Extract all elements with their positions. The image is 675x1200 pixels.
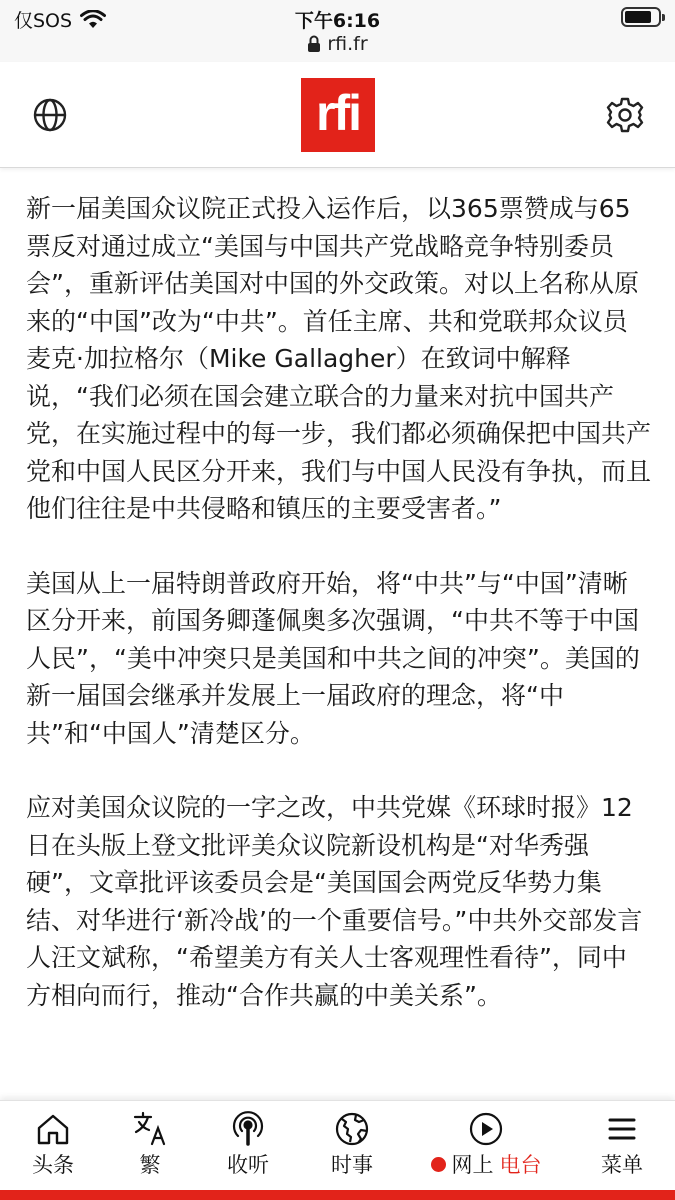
article-body <box>26 190 651 1100</box>
site-header <box>0 62 675 168</box>
lock-icon <box>307 35 321 53</box>
language-button[interactable] <box>30 95 70 135</box>
battery-icon <box>621 7 661 27</box>
nav-menu[interactable] <box>586 1111 658 1187</box>
podcast-icon <box>230 1111 266 1147</box>
live-indicator-icon <box>431 1157 446 1172</box>
hamburger-menu-icon <box>604 1111 640 1147</box>
carrier-label: 仅SOS <box>14 10 73 32</box>
address-bar[interactable] <box>0 33 675 55</box>
nav-live-label <box>418 1149 554 1179</box>
nav-headlines[interactable] <box>17 1111 89 1187</box>
battery-level <box>625 11 651 23</box>
article-paragraph: 新一届美国众议院正式投入运作后，以365票赞成与65票反对通过成立“美国与中国共产党战略竞争特别委员会”，重新评估美国对中国的外交政策。对以上名称从原来的“中国”改为“中共”。首任主席、共和党联邦众议员麦克·加拉格尔（Mike Gallagher）在致词中解释说，“我们必须在国会建立联合的力量来对抗中国共产党，在实施过程中的每一步，我们都必须确保把中国共产党和中国人民区分开来，我们与中国人民没有争执，而且他们往往是中共侵略和镇压的主要受害者。” <box>26 194 651 523</box>
gear-icon <box>605 95 645 135</box>
nav-traditional[interactable] <box>114 1111 186 1187</box>
accent-bar <box>0 1190 675 1200</box>
translate-icon <box>132 1111 168 1147</box>
nav-traditional-label: 繁 <box>139 1153 161 1177</box>
home-icon <box>35 1111 71 1147</box>
status-bar <box>0 0 675 62</box>
bottom-navigation <box>0 1100 675 1190</box>
rfi-logo[interactable] <box>301 78 375 152</box>
nav-live-radio[interactable] <box>418 1111 554 1187</box>
nav-live-suffix: 电台 <box>499 1153 542 1177</box>
url-text: rfi.fr <box>327 33 368 55</box>
nav-menu-label: 菜单 <box>601 1153 643 1177</box>
clock: 下午6:16 <box>294 10 381 32</box>
article-paragraph: 美国从上一届特朗普政府开始，将“中共”与“中国”清晰区分开来，前国务卿蓬佩奥多次强调，“中共不等于中国人民”，“美中冲突只是美国和中共之间的冲突”。美国的新一届国会继承并发展上一届政府的理念，将“中共”和“中国人”清楚区分。 <box>26 568 640 748</box>
nav-current-affairs-label: 时事 <box>331 1153 373 1177</box>
settings-button[interactable] <box>605 95 645 135</box>
logo-text: rfi <box>316 85 360 141</box>
nav-current-affairs[interactable] <box>316 1111 388 1187</box>
nav-headlines-label: 头条 <box>32 1153 74 1177</box>
nav-listen-label: 收听 <box>227 1153 269 1177</box>
play-icon <box>468 1111 504 1147</box>
nav-listen[interactable] <box>212 1111 284 1187</box>
globe-icon <box>30 95 70 135</box>
article-paragraph: 应对美国众议院的一字之改，中共党媒《环球时报》12日在头版上登文批评美众议院新设机构是“对华秀强硬”，文章批评该委员会是“美国国会两党反华势力集结、对华进行‘新冷战’的一个重要信号。”中共外交部发言人汪文斌称，“希望美方有关人士客观理性看待”，同中方相向而行，推动“合作共赢的中美关系”。 <box>26 793 643 1010</box>
world-icon <box>334 1111 370 1147</box>
nav-live-prefix: 网上 <box>451 1153 494 1177</box>
